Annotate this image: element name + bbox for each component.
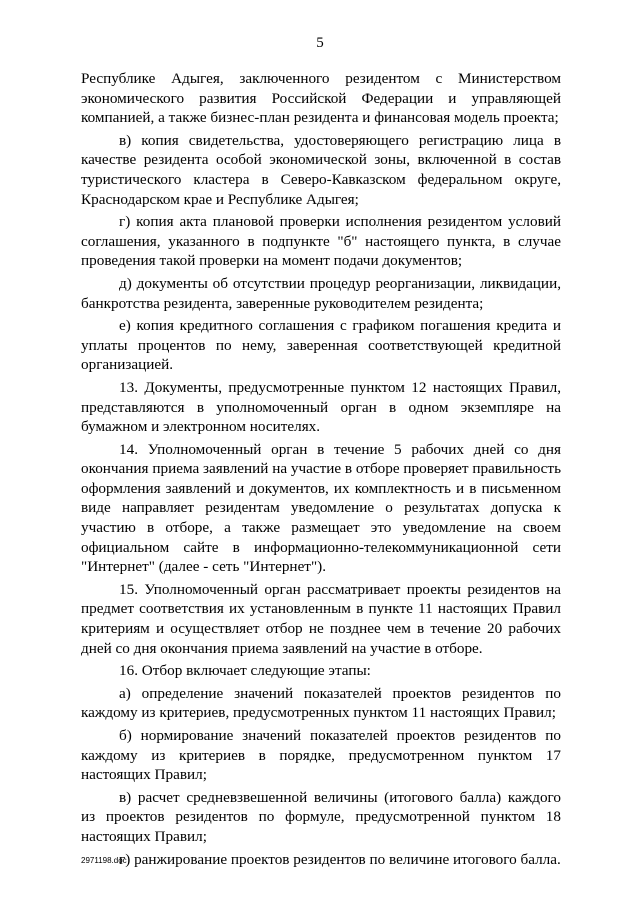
paragraph-16-b: б) нормирование значений показателей проектов резидентов по каждому из критериев в порядке, предусмотренном пунктом 17 настоящих Правил; bbox=[81, 727, 561, 784]
paragraph-item-e: е) копия кредитного соглашения с графиком погашения кредита и уплаты процентов по нему, заверенная соответствующей кредитной организацией. bbox=[81, 317, 561, 374]
paragraph-13: 13. Документы, предусмотренные пунктом 12 настоящих Правил, представляются в уполномоченный орган в одном экземпляре на бумажном и электронном носителях. bbox=[81, 378, 561, 436]
paragraph-14: 14. Уполномоченный орган в течение 5 рабочих дней со дня окончания приема заявлений на участие в отборе проверяет правильность оформления заявлений и документов, их комплектность и в письменном виде направляет резидентам уведомление о результатах допуска к участию в отборе, а также размещает это уведомление на своем официальном сайте в информационно-телекоммуникационной сети "Интернет" (далее - сеть "Интернет"). bbox=[81, 440, 561, 576]
paragraph-15: 15. Уполномоченный орган рассматривает проекты резидентов на предмет соответствия их установленным в пункте 11 настоящих Правил критериям и осуществляет отбор не позднее чем в течение 20 рабочих дней со дня окончания приема заявлений на участие в отборе. bbox=[81, 580, 561, 657]
paragraph-continuation: Республике Адыгея, заключенного резидентом с Министерством экономического развития Российской Федерации и управляющей компанией, а также бизнес-план резидента и финансовая модель проекта; bbox=[81, 70, 561, 127]
paragraph-item-g: г) копия акта плановой проверки исполнения резидентом условий соглашения, указанного в подпункте "б" настоящего пункта, в случае проведения такой проверки на момент подачи документов; bbox=[81, 213, 561, 270]
paragraph-16: 16. Отбор включает следующие этапы: bbox=[119, 662, 371, 680]
paragraph-16-g: г) ранжирование проектов резидентов по величине итогового балла. bbox=[119, 850, 561, 868]
paragraph-16-a: а) определение значений показателей проектов резидентов по каждому из критериев, предусмотренных пунктом 11 настоящих Правил; bbox=[81, 684, 561, 722]
paragraph-16-v: в) расчет средневзвешенной величины (итогового балла) каждого из проектов резидентов по формуле, предусмотренной пунктом 18 настоящих Правил; bbox=[81, 788, 561, 845]
paragraph-item-v: в) копия свидетельства, удостоверяющего регистрацию лица в качестве резидента особой экономической зоны, включенной в состав туристического кластера в Северо-Кавказском федеральном округе, Краснодарском крае и Республике Адыгея; bbox=[81, 131, 561, 208]
document-filename: 2971198.doc bbox=[81, 856, 127, 865]
document-body bbox=[81, 69, 561, 872]
paragraph-item-d: д) документы об отсутствии процедур реорганизации, ликвидации, банкротства резидента, заверенные руководителем резидента; bbox=[81, 274, 561, 312]
page-number: 5 bbox=[316, 35, 324, 51]
